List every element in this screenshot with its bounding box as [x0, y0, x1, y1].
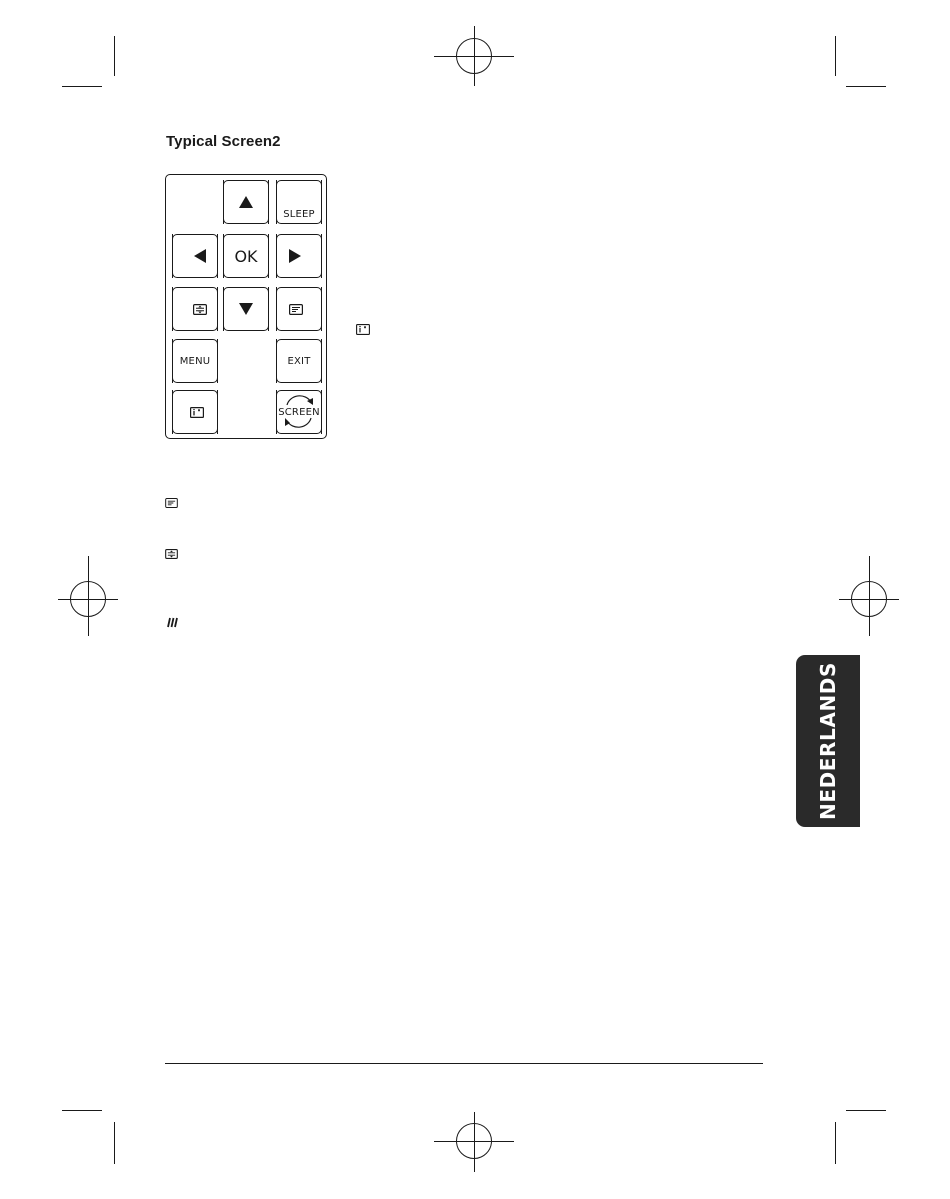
subtitle-icon: [165, 498, 178, 508]
registration-line: [58, 599, 118, 600]
audio-bars-icon: [166, 617, 178, 628]
left-button[interactable]: [172, 234, 218, 278]
registration-line: [839, 599, 899, 600]
subtitle-button[interactable]: [276, 287, 322, 331]
language-side-tab-label: NEDERLANDS: [816, 661, 840, 821]
right-arrow-icon: [289, 249, 301, 263]
registration-line: [434, 1141, 514, 1142]
crop-mark: [835, 36, 836, 76]
up-arrow-icon: [239, 196, 253, 208]
crop-mark: [835, 1122, 836, 1164]
right-button[interactable]: [276, 234, 322, 278]
registration-line: [88, 556, 89, 636]
aspect-ratio-icon: [193, 304, 207, 315]
language-side-tab: [796, 655, 860, 827]
info-icon: [356, 324, 370, 335]
ok-button-label: OK: [234, 246, 258, 266]
left-arrow-icon: [194, 249, 206, 263]
aspect-ratio-button[interactable]: [172, 287, 218, 331]
up-button[interactable]: [223, 180, 269, 224]
exit-button[interactable]: [276, 339, 322, 383]
aspect-ratio-icon: [165, 549, 178, 559]
info-icon: [190, 407, 204, 418]
exit-button-label: EXIT: [287, 355, 311, 367]
crop-mark: [62, 86, 102, 87]
screen-button-label: SCREEN: [278, 406, 320, 418]
screen-button[interactable]: [276, 390, 322, 434]
menu-button-label: MENU: [179, 355, 211, 367]
subtitle-icon: [289, 304, 303, 315]
sleep-button[interactable]: [276, 180, 322, 224]
crop-mark: [114, 1122, 115, 1164]
crop-mark: [846, 86, 886, 87]
sleep-button-label: SLEEP: [283, 209, 315, 220]
registration-line: [434, 56, 514, 57]
info-button[interactable]: [172, 390, 218, 434]
menu-button[interactable]: [172, 339, 218, 383]
ok-button[interactable]: [223, 234, 269, 278]
crop-mark: [62, 1110, 102, 1111]
crop-mark: [846, 1110, 886, 1111]
down-button[interactable]: [223, 287, 269, 331]
footer-divider: [165, 1063, 763, 1064]
down-arrow-icon: [239, 303, 253, 315]
registration-line: [869, 556, 870, 636]
page-title: Typical Screen2: [166, 133, 281, 150]
remote-control-keypad: [165, 174, 327, 439]
registration-line: [474, 1112, 475, 1172]
crop-mark: [114, 36, 115, 76]
